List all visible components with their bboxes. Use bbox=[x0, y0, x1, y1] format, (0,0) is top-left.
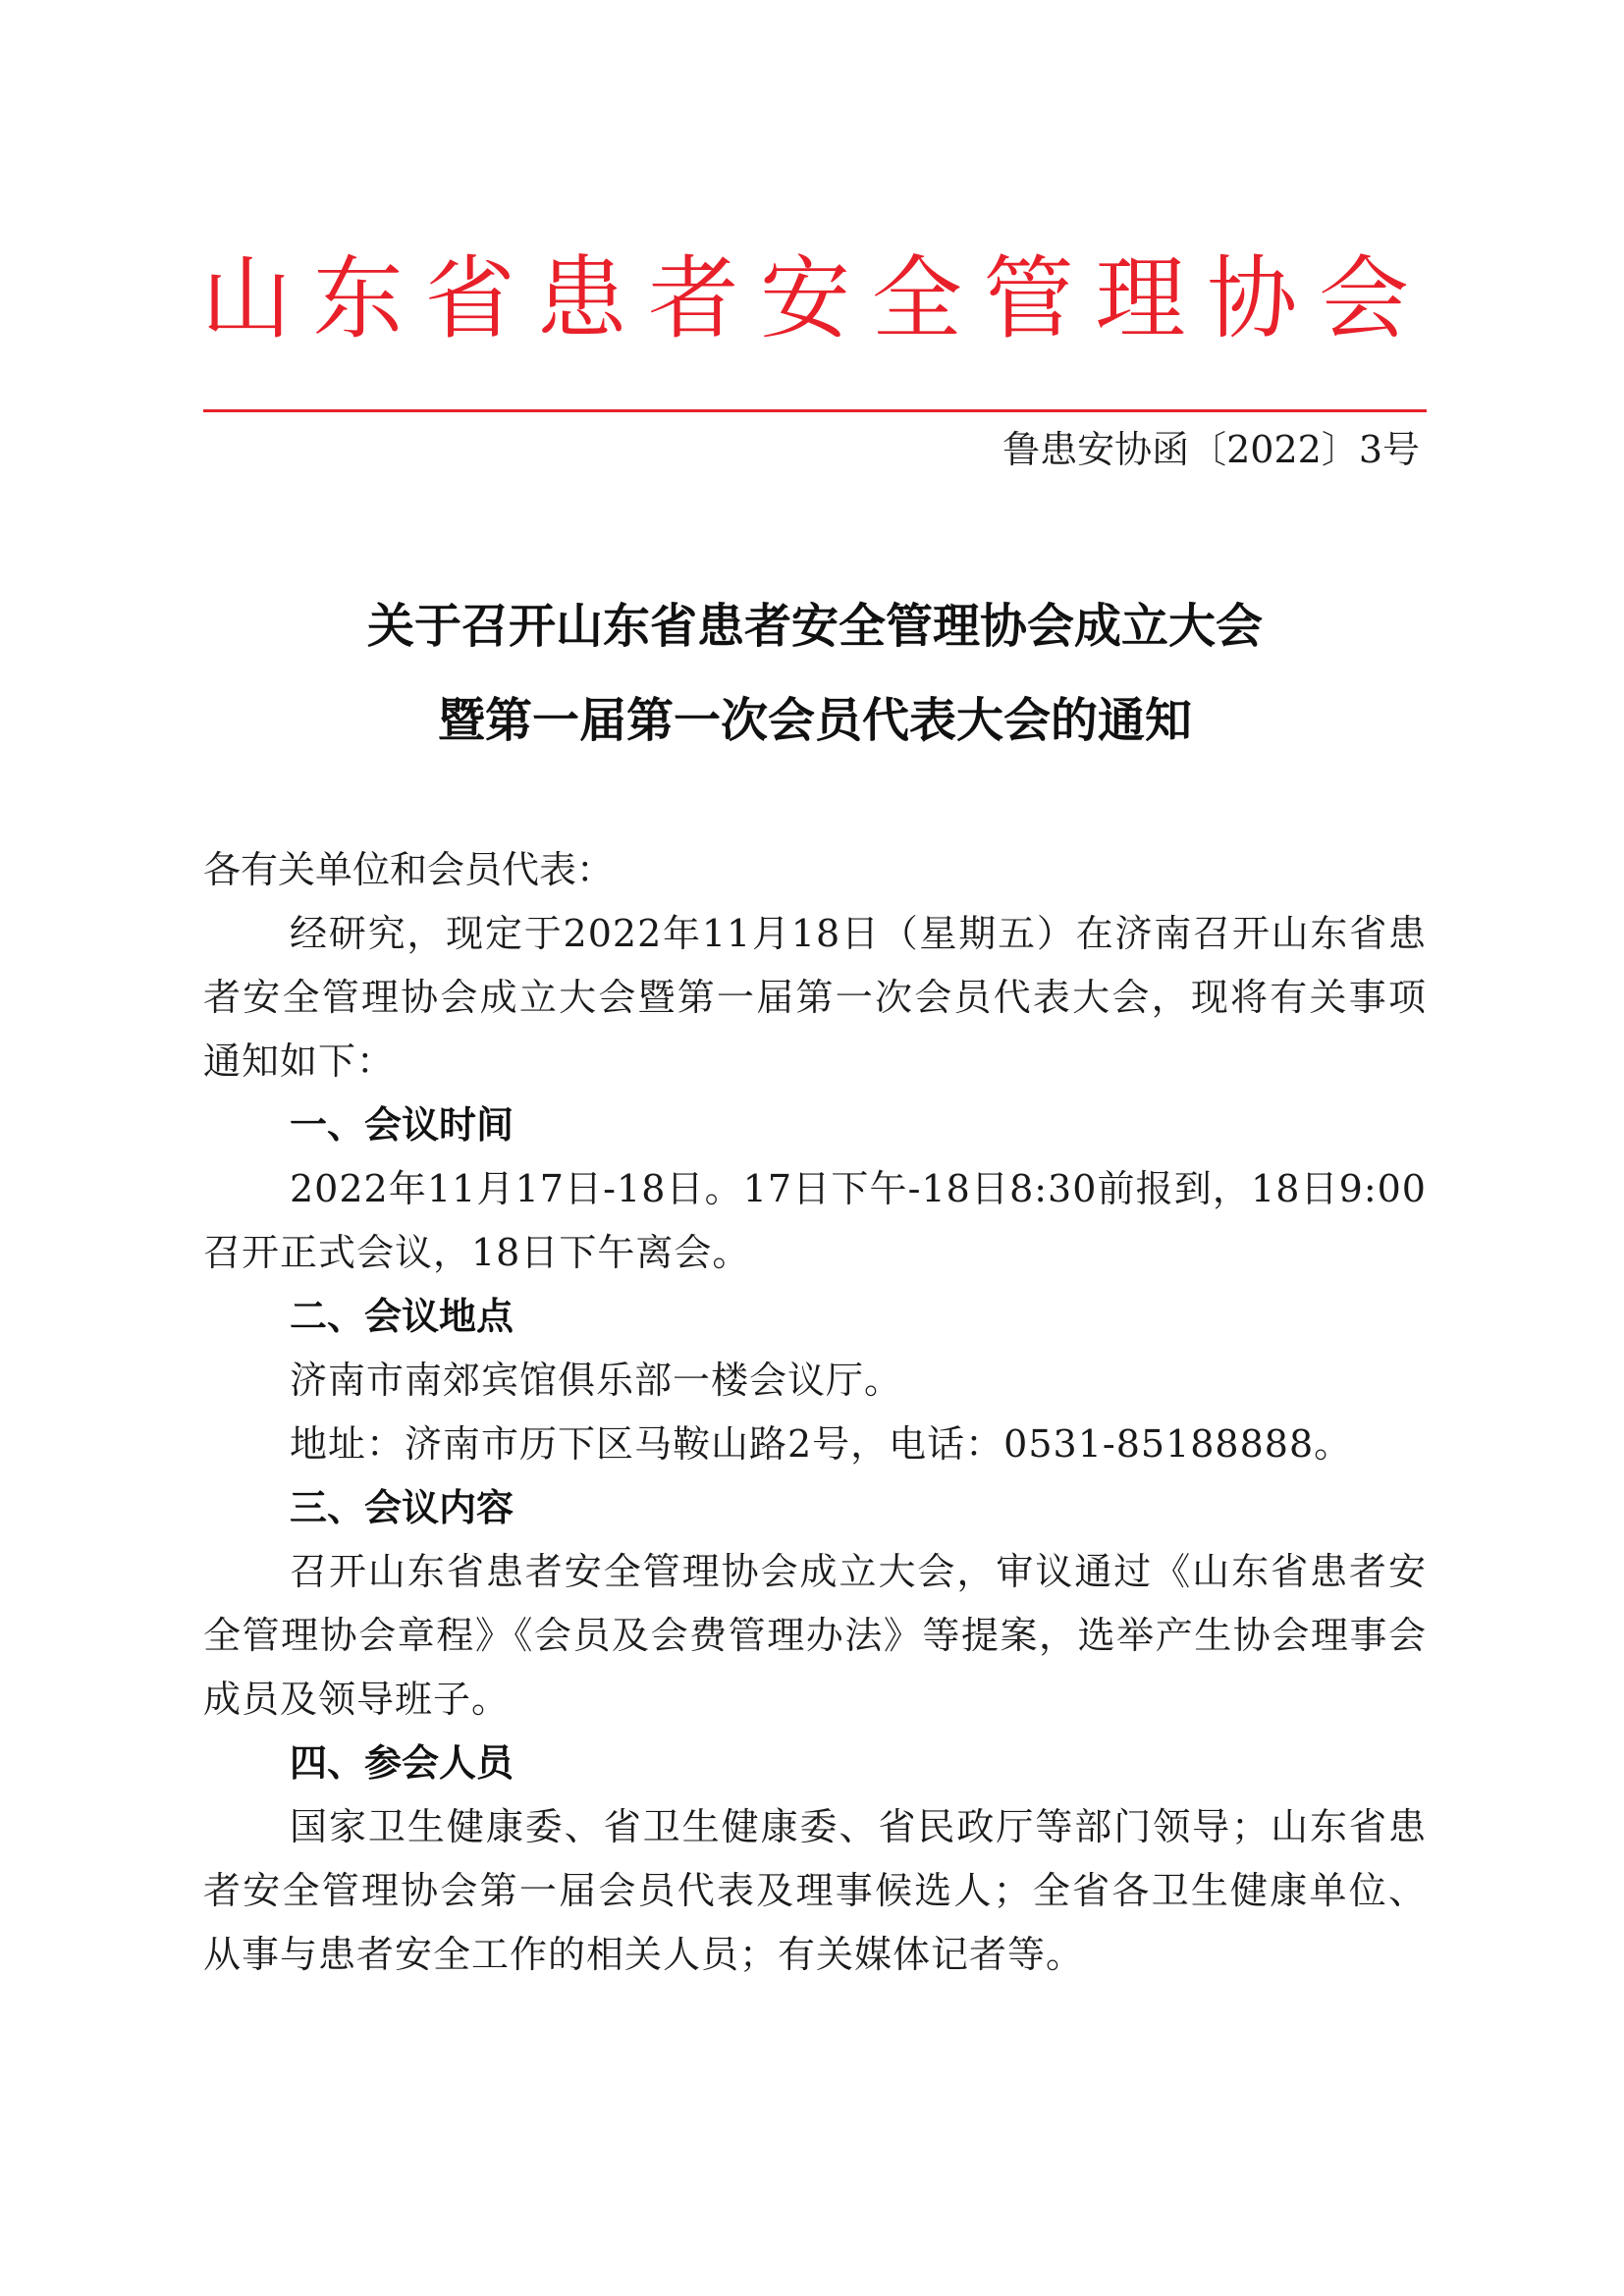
intro-paragraph: 经研究，现定于2022年11月18日（星期五）在济南召开山东省患者安全管理协会成立大会暨第一届第一次会员代表大会，现将有关事项通知如下： bbox=[203, 912, 1427, 1083]
section-venue-address: 地址：济南市历下区马鞍山路2号，电话：0531-85188888。 bbox=[290, 1422, 1353, 1466]
section-heading-content: 三、会议内容 bbox=[290, 1486, 514, 1529]
section-time-paragraph: 2022年11月17日-18日。17日下午-18日8:30前报到，18日9:00召开正式会议，18日下午离会。 bbox=[203, 1167, 1427, 1274]
header-divider bbox=[203, 409, 1427, 412]
section-heading-attendees: 四、参会人员 bbox=[290, 1741, 514, 1785]
section-attendees-paragraph: 国家卫生健康委、省卫生健康委、省民政厅等部门领导；山东省患者安全管理协会第一届会员代表及理事候选人；全省各卫生健康单位、从事与患者安全工作的相关人员；有关媒体记者等。 bbox=[203, 1805, 1427, 1976]
organization-header: 山东省患者安全管理协会 bbox=[201, 246, 1429, 351]
section-heading-venue: 二、会议地点 bbox=[290, 1295, 514, 1338]
notice-title-line-1: 关于召开山东省患者安全管理协会成立大会 bbox=[366, 599, 1263, 654]
notice-body bbox=[203, 838, 1427, 1987]
document-number: 鲁患安协函〔2022〕3号 bbox=[1002, 428, 1420, 471]
notice-title-line-2: 暨第一届第一次会员代表大会的通知 bbox=[437, 693, 1192, 748]
section-heading-time: 一、会议时间 bbox=[290, 1103, 514, 1147]
section-venue-paragraph: 济南市南郊宾馆俱乐部一楼会议厅。 bbox=[290, 1359, 903, 1402]
section-content-paragraph: 召开山东省患者安全管理协会成立大会，审议通过《山东省患者安全管理协会章程》《会员及会费管理办法》等提案，选举产生协会理事会成员及领导班子。 bbox=[203, 1550, 1427, 1721]
salutation: 各有关单位和会员代表： bbox=[203, 848, 615, 891]
notice-title bbox=[203, 579, 1427, 768]
